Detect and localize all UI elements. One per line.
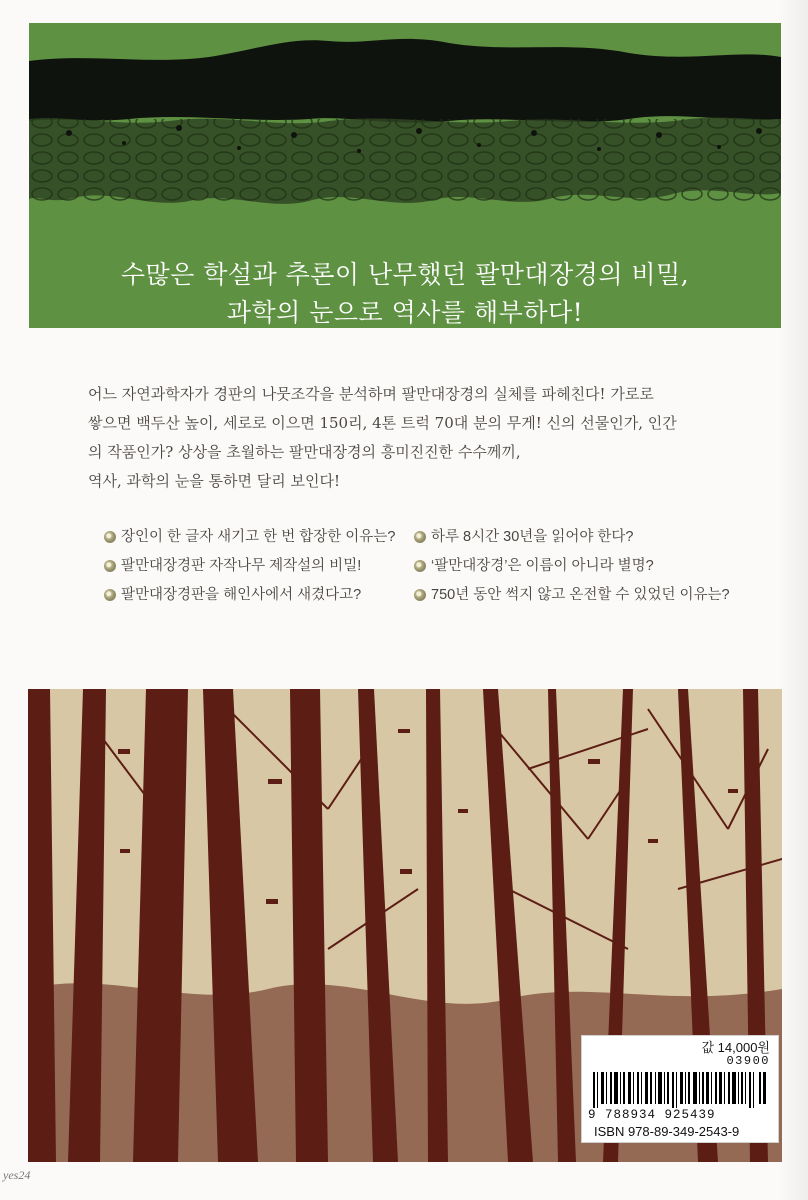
price-label: 값 14,000원: [701, 1040, 770, 1055]
intro-line: 쌓으면 백두산 높이, 세로로 이으면 150리, 4톤 트럭 70대 분의 무게! 신의 선물인가, 인간: [88, 414, 677, 432]
list-item-text: 장인이 한 글자 새기고 한 번 합장한 이유는?: [121, 529, 396, 545]
list-item-text: 팔만대장경판을 해인사에서 새겼다고?: [121, 587, 362, 603]
page-edge-shadow: [778, 0, 808, 1200]
bullet-dot-icon: [104, 589, 116, 601]
isbn-text: ISBN 978-89-349-2543-9: [594, 1124, 740, 1139]
bullet-dot-icon: [414, 560, 426, 572]
barcode-box: [581, 1035, 779, 1143]
list-item-text: 750년 동안 썩지 않고 온전할 수 있었던 이유는?: [431, 587, 730, 603]
green-header-panel: [29, 23, 781, 328]
headline-line-1: 수많은 학설과 추론이 난무했던 팔만대장경의 비밀,: [120, 260, 690, 289]
intro-line: 역사, 과학의 눈을 통하면 달리 보인다!: [88, 472, 340, 490]
bullet-dot-icon: [104, 531, 116, 543]
intro-line: 의 작품인가? 상상을 초월하는 팔만대장경의 흥미진진한 수수께끼,: [88, 443, 521, 461]
barcode-bars: [593, 1072, 769, 1108]
addon-code: 03900: [726, 1054, 770, 1068]
intro-line: 어느 자연과학자가 경판의 나뭇조각을 분석하며 팔만대장경의 실체를 파헤친다! 가로로: [88, 385, 654, 403]
intro-paragraph: [88, 380, 728, 496]
list-item-text: 하루 8시간 30년을 읽어야 한다?: [431, 529, 634, 545]
list-item-text: ‘팔만대장경’은 이름이 아니라 별명?: [431, 558, 654, 574]
wood-cross-section-image: [29, 23, 781, 233]
bullet-dot-icon: [414, 531, 426, 543]
bullet-dot-icon: [104, 560, 116, 572]
headline-line-2: 과학의 눈으로 역사를 해부하다!: [226, 298, 584, 327]
list-item-text: 팔만대장경판 자작나무 제작설의 비밀!: [121, 558, 362, 574]
ean-digits: 9 788934 925439: [588, 1108, 716, 1122]
watermark-logo: yes24: [3, 1168, 31, 1182]
bullet-dot-icon: [414, 589, 426, 601]
